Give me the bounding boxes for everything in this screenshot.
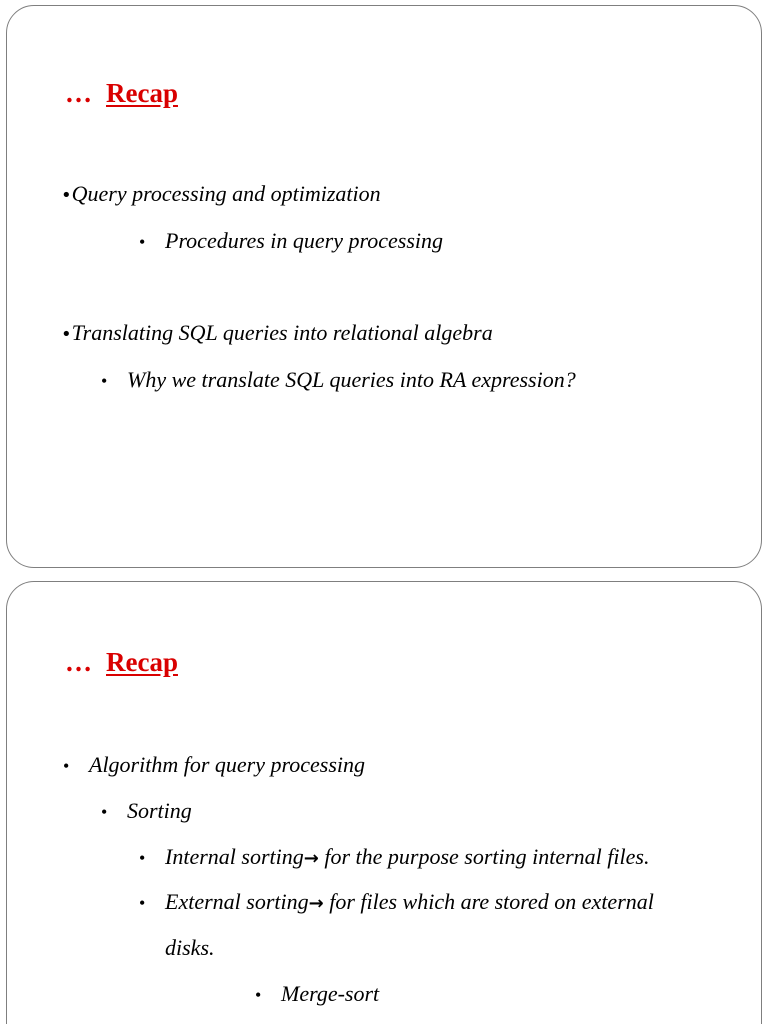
bullet: •: [61, 324, 72, 345]
bullet: •: [139, 232, 146, 252]
item-algorithm: Algorithm for query processing: [89, 752, 365, 777]
item-prefix: Internal sorting: [165, 844, 304, 869]
item-merge-sort: Merge-sort: [281, 981, 380, 1006]
bullet: •: [101, 371, 108, 391]
title-ellipsis: …: [65, 78, 92, 108]
item-suffix: for the purpose sorting internal files.: [318, 844, 650, 869]
title-ellipsis: …: [65, 647, 92, 677]
bullet: •: [255, 985, 262, 1005]
item-internal-sorting: [165, 846, 649, 868]
slide-1-title: [65, 78, 178, 109]
bullet: •: [63, 756, 70, 776]
item-query-processing: [61, 183, 381, 205]
item-procedures: Procedures in query processing: [165, 228, 443, 253]
slide-1: [6, 5, 762, 568]
item-prefix: External sorting: [165, 889, 309, 914]
slide-2: [6, 581, 762, 1024]
bullet: •: [139, 848, 146, 868]
item-text: Query processing and optimization: [71, 181, 381, 206]
item-sorting: Sorting: [127, 798, 192, 823]
item-translating-sql: [61, 322, 493, 344]
item-text: Translating SQL queries into relational algebra: [71, 320, 493, 345]
bullet: •: [61, 185, 72, 206]
arrow-right-icon: →: [303, 848, 319, 869]
item-external-sorting-continuation: disks.: [165, 935, 215, 960]
item-suffix: for files which are stored on external: [323, 889, 654, 914]
title-text: Recap: [106, 78, 178, 108]
item-why-translate: Why we translate SQL queries into RA expression?: [127, 367, 576, 392]
title-text: Recap: [106, 647, 178, 677]
bullet: •: [101, 802, 108, 822]
slide-2-title: [65, 647, 178, 678]
item-external-sorting: [165, 891, 654, 913]
arrow-right-icon: →: [308, 893, 324, 914]
bullet: •: [139, 893, 146, 913]
